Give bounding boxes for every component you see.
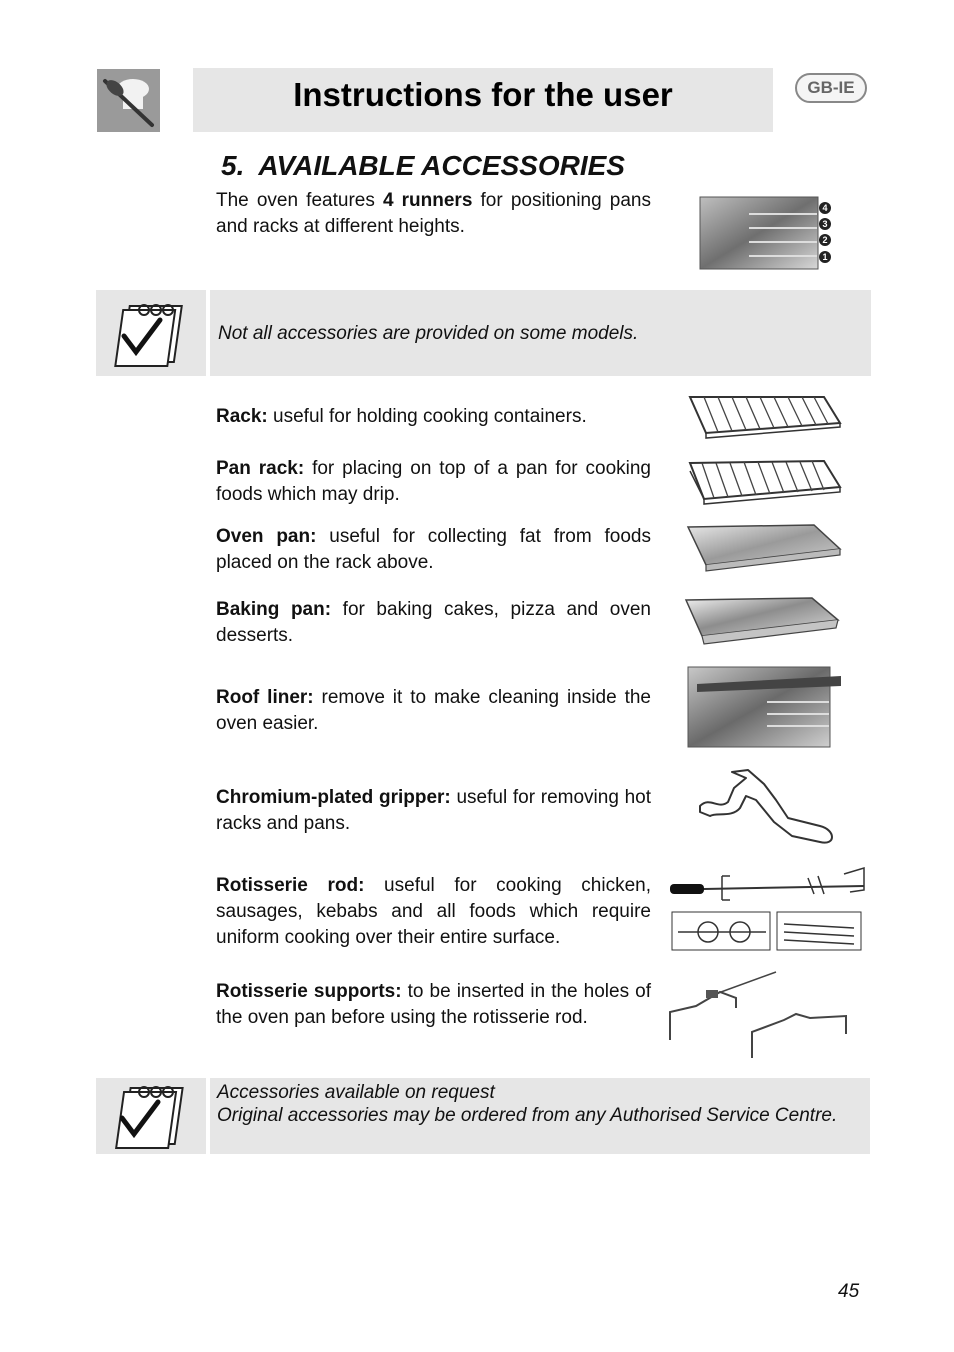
accessory-roof-liner: [216, 685, 651, 737]
accessory-description: to be inserted in the holes of the oven pan before using the rotisserie rod.: [216, 981, 651, 1028]
note-icon-cell: [96, 290, 206, 376]
intro-text-end: for positioning pans and racks at different heights.: [216, 190, 651, 237]
oven-runners-icon: [699, 196, 835, 270]
accessory-name: Chromium-plated gripper:: [216, 787, 451, 808]
accessory-oven-pan: [216, 524, 651, 576]
accessory-name: Baking pan:: [216, 599, 332, 620]
notepad-check-icon: [96, 290, 206, 376]
rotisserie-rod-icon: [668, 866, 868, 952]
accessory-baking-pan: [216, 597, 651, 649]
accessory-name: Pan rack:: [216, 458, 305, 479]
gripper-image: [692, 766, 838, 848]
header-title-bar: [193, 68, 773, 132]
section-number: 5.: [221, 150, 245, 181]
rotisserie-rod-image: [668, 866, 868, 952]
baking-pan-image: [684, 594, 844, 646]
accessory-description: useful for collecting fat from foods placed on the rack above.: [216, 526, 651, 573]
accessory-name: Roof liner:: [216, 687, 314, 708]
runner-label: 4: [822, 203, 828, 213]
note-icon-cell: [96, 1078, 206, 1154]
roof-liner-icon: [687, 666, 843, 748]
intro-emphasis: 4 runners: [382, 190, 473, 211]
accessory-name: Rack:: [216, 406, 268, 427]
note-text: [217, 1081, 863, 1127]
runner-label: 1: [822, 252, 828, 262]
brand-logo: [97, 69, 160, 132]
accessory-description: remove it to make cleaning inside the oven easier.: [216, 687, 651, 734]
spoon-chef-hat-icon: [97, 69, 160, 132]
section-title: AVAILABLE ACCESSORIES: [258, 150, 625, 181]
note-text: Not all accessories are provided on some models.: [218, 323, 639, 344]
region-badge: GB-IE: [795, 73, 867, 103]
oven-runners-image: [699, 196, 835, 270]
intro-paragraph: [216, 188, 651, 240]
accessory-rotisserie-supports: [216, 979, 651, 1031]
accessory-description: useful for removing hot racks and pans.: [216, 787, 651, 834]
note-line: Original accessories may be ordered from any Authorised Service Centre.: [217, 1105, 838, 1126]
accessory-pan-rack: [216, 456, 651, 508]
note-box: [210, 290, 871, 376]
note-box: [210, 1078, 870, 1154]
intro-text: The oven features: [216, 190, 383, 211]
runner-label: 3: [822, 219, 828, 229]
accessory-rack: [216, 404, 651, 430]
note-line: Accessories available on request: [217, 1082, 495, 1103]
accessory-name: Rotisserie rod:: [216, 875, 365, 896]
rotisserie-supports-image: [666, 968, 852, 1060]
roof-liner-image: [687, 666, 843, 748]
accessory-name: Oven pan:: [216, 526, 317, 547]
oven-rack-icon: [684, 393, 844, 439]
page-number: 45: [838, 1281, 860, 1302]
baking-pan-icon: [684, 594, 844, 646]
page-title: Instructions for the user: [293, 76, 673, 113]
accessory-gripper: [216, 785, 651, 837]
accessory-description: useful for cooking chicken, sausages, kebabs and all foods which require uniform cooking over their entire surface.: [216, 875, 651, 948]
notepad-check-icon: [96, 1078, 206, 1154]
accessory-name: Rotisserie supports:: [216, 981, 402, 1002]
accessory-description: for baking cakes, pizza and oven desserts.: [216, 599, 651, 646]
rotisserie-supports-icon: [666, 968, 852, 1060]
accessory-rotisserie-rod: [216, 873, 651, 951]
oven-pan-icon: [684, 521, 844, 573]
pan-rack-image: [684, 457, 844, 505]
runner-label: 2: [822, 235, 828, 245]
section-heading: [221, 150, 625, 182]
oven-pan-image: [684, 521, 844, 573]
gripper-icon: [692, 766, 838, 848]
rack-image: [684, 393, 844, 439]
accessory-description: useful for holding cooking containers.: [267, 406, 587, 427]
pan-rack-icon: [684, 457, 844, 505]
accessory-description: for placing on top of a pan for cooking foods which may drip.: [216, 458, 651, 505]
